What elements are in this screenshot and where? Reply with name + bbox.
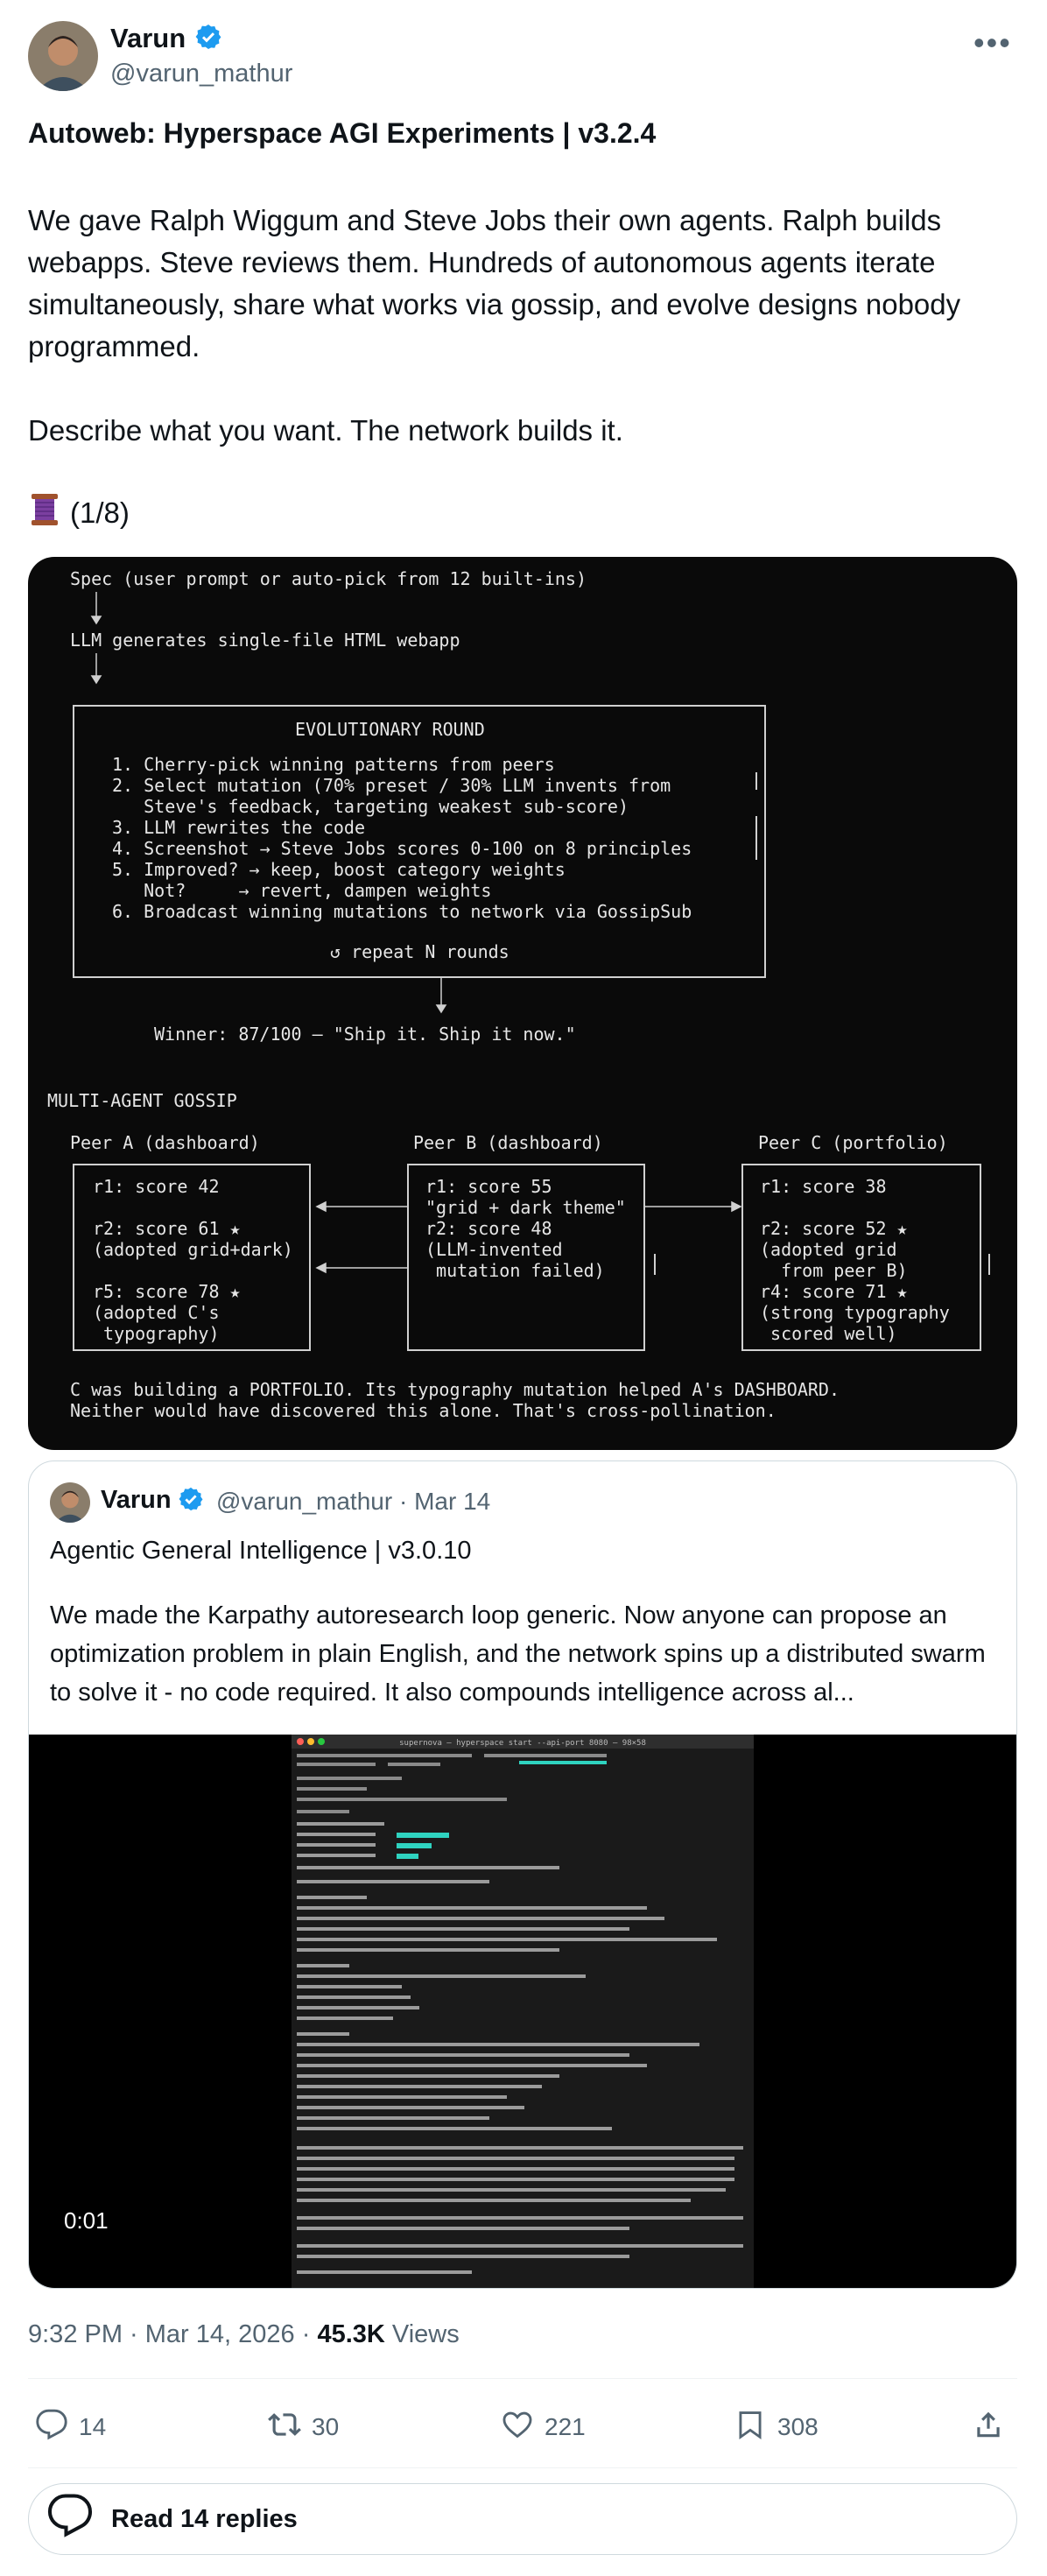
quoted-verified-badge-icon	[178, 1486, 204, 1512]
peer-c-r2: r2: score 52 ★	[760, 1218, 908, 1239]
diagram-peer-b-label: Peer B (dashboard)	[413, 1132, 603, 1153]
like-count: 221	[545, 2413, 586, 2440]
author-avatar[interactable]	[28, 21, 98, 91]
peer-c-adopted: (adopted grid	[760, 1239, 897, 1260]
divider	[28, 2378, 1017, 2379]
share-icon	[972, 2408, 1005, 2447]
like-button[interactable]	[501, 2401, 586, 2453]
spool-thread-icon	[28, 492, 61, 534]
tweet-meta	[28, 2320, 460, 2349]
reply-bubble-icon	[46, 2492, 94, 2546]
views-label: Views	[384, 2320, 460, 2348]
bookmark-count: 308	[777, 2413, 819, 2440]
quoted-handle-date[interactable]: @varun_mathur · Mar 14	[216, 1488, 491, 1515]
peer-c-scored: scored well)	[760, 1323, 897, 1344]
quoted-author-name[interactable]: Varun	[101, 1486, 172, 1514]
diagram-repeat: ↺ repeat N rounds	[330, 941, 509, 962]
quoted-author-avatar[interactable]	[50, 1482, 90, 1523]
heart-icon	[501, 2408, 534, 2447]
diagram-llm-line: LLM generates single-file HTML webapp	[70, 630, 460, 651]
diagram-step-2b: Steve's feedback, targeting weakest sub-score)	[112, 796, 629, 817]
thread-counter: (1/8)	[70, 496, 130, 529]
diagram-step-6: 6. Broadcast winning mutations to network via GossipSub	[112, 901, 692, 922]
peer-c-r4: r4: score 71 ★	[760, 1281, 908, 1302]
quoted-video[interactable]	[29, 1735, 1016, 2289]
diagram-winner: Winner: 87/100 — "Ship it. Ship it now."	[154, 1024, 576, 1045]
diagram-footnote-1: C was building a PORTFOLIO. Its typography mutation helped A's DASHBOARD.	[70, 1379, 840, 1400]
reply-icon	[35, 2408, 68, 2447]
author-name[interactable]: Varun	[110, 23, 186, 53]
repost-button[interactable]	[268, 2401, 339, 2453]
view-count: 45.3K	[317, 2320, 385, 2348]
peer-a-typography: typography)	[93, 1323, 220, 1344]
reply-button[interactable]	[35, 2401, 106, 2453]
peer-b-theme: "grid + dark theme"	[425, 1197, 626, 1218]
diagram-step-5b: Not? → revert, dampen weights	[112, 880, 492, 901]
divider	[28, 2467, 1017, 2468]
read-replies-label: Read 14 replies	[111, 2504, 298, 2533]
peer-a-r5: r5: score 78 ★	[93, 1281, 241, 1302]
diagram-step-1: 1. Cherry-pick winning patterns from peers	[112, 754, 555, 775]
diagram-image[interactable]	[28, 557, 1017, 1450]
peer-a-adopted: (adopted grid+dark)	[93, 1239, 293, 1260]
diagram-footnote-2: Neither would have discovered this alone. That's cross-pollination.	[70, 1400, 776, 1421]
peer-a-adopted-c: (adopted C's	[93, 1302, 220, 1323]
author-handle[interactable]: @varun_mathur	[110, 60, 293, 88]
peer-b-r1: r1: score 55	[425, 1176, 552, 1197]
tweet-timestamp[interactable]: 9:32 PM · Mar 14, 2026 ·	[28, 2320, 318, 2348]
peer-c-from-b: from peer B)	[760, 1260, 908, 1281]
quoted-tweet[interactable]	[28, 1460, 1017, 2289]
peer-b-r2: r2: score 48	[425, 1218, 552, 1239]
repost-icon	[268, 2408, 301, 2447]
action-bar	[28, 2401, 1017, 2453]
diagram-step-4: 4. Screenshot → Steve Jobs scores 0-100 on 8 principles	[112, 838, 692, 859]
reply-count: 14	[79, 2413, 107, 2440]
terminal-title: supernova — hyperspace start --api-port 8080 — 98×58	[399, 1739, 646, 1748]
diagram-peer-c-label: Peer C (portfolio)	[758, 1132, 948, 1153]
peer-b-llm: (LLM-invented	[425, 1239, 563, 1260]
bookmark-icon	[734, 2408, 767, 2447]
diagram-step-3: 3. LLM rewrites the code	[112, 817, 365, 838]
diagram-step-2: 2. Select mutation (70% preset / 30% LLM invents from	[112, 775, 671, 796]
diagram-spec-line: Spec (user prompt or auto-pick from 12 built-ins)	[70, 568, 587, 589]
peer-a-r1: r1: score 42	[93, 1176, 220, 1197]
thread-indicator	[28, 492, 130, 534]
diagram-step-5: 5. Improved? → keep, boost category weights	[112, 859, 566, 880]
diagram-peer-a-label: Peer A (dashboard)	[70, 1132, 260, 1153]
diagram-gossip-title: MULTI-AGENT GOSSIP	[47, 1090, 237, 1111]
peer-a-r2: r2: score 61 ★	[93, 1218, 241, 1239]
video-timestamp: 0:01	[64, 2207, 109, 2234]
quoted-title: Agentic General Intelligence | v3.0.10	[50, 1537, 472, 1565]
share-button[interactable]	[972, 2401, 1005, 2453]
tweet-title: Autoweb: Hyperspace AGI Experiments | v3.2.4	[28, 117, 657, 149]
tweet-body: We gave Ralph Wiggum and Steve Jobs their own agents. Ralph builds webapps. Steve reviews them. Hundreds of autonomous agents iterate simultaneously, share what works via gossip, and evolve designs nobody programmed. Describe what you want. The network builds it.	[28, 204, 961, 447]
more-options-icon[interactable]: •••	[973, 25, 1012, 60]
bookmark-button[interactable]	[734, 2401, 819, 2453]
repost-count: 30	[312, 2413, 340, 2440]
diagram-round-title: EVOLUTIONARY ROUND	[295, 719, 485, 740]
peer-b-failed: mutation failed)	[425, 1260, 605, 1281]
peer-c-r1: r1: score 38	[760, 1176, 887, 1197]
peer-c-strong: (strong typography	[760, 1302, 950, 1323]
verified-badge-icon	[194, 23, 222, 51]
read-replies-button[interactable]	[28, 2483, 1017, 2555]
quoted-body: We made the Karpathy autoresearch loop generic. Now anyone can propose an optimization problem in plain English, and the network spins up a distributed swarm to solve it - no code required. It also compounds intelligence across al...	[50, 1601, 986, 1707]
